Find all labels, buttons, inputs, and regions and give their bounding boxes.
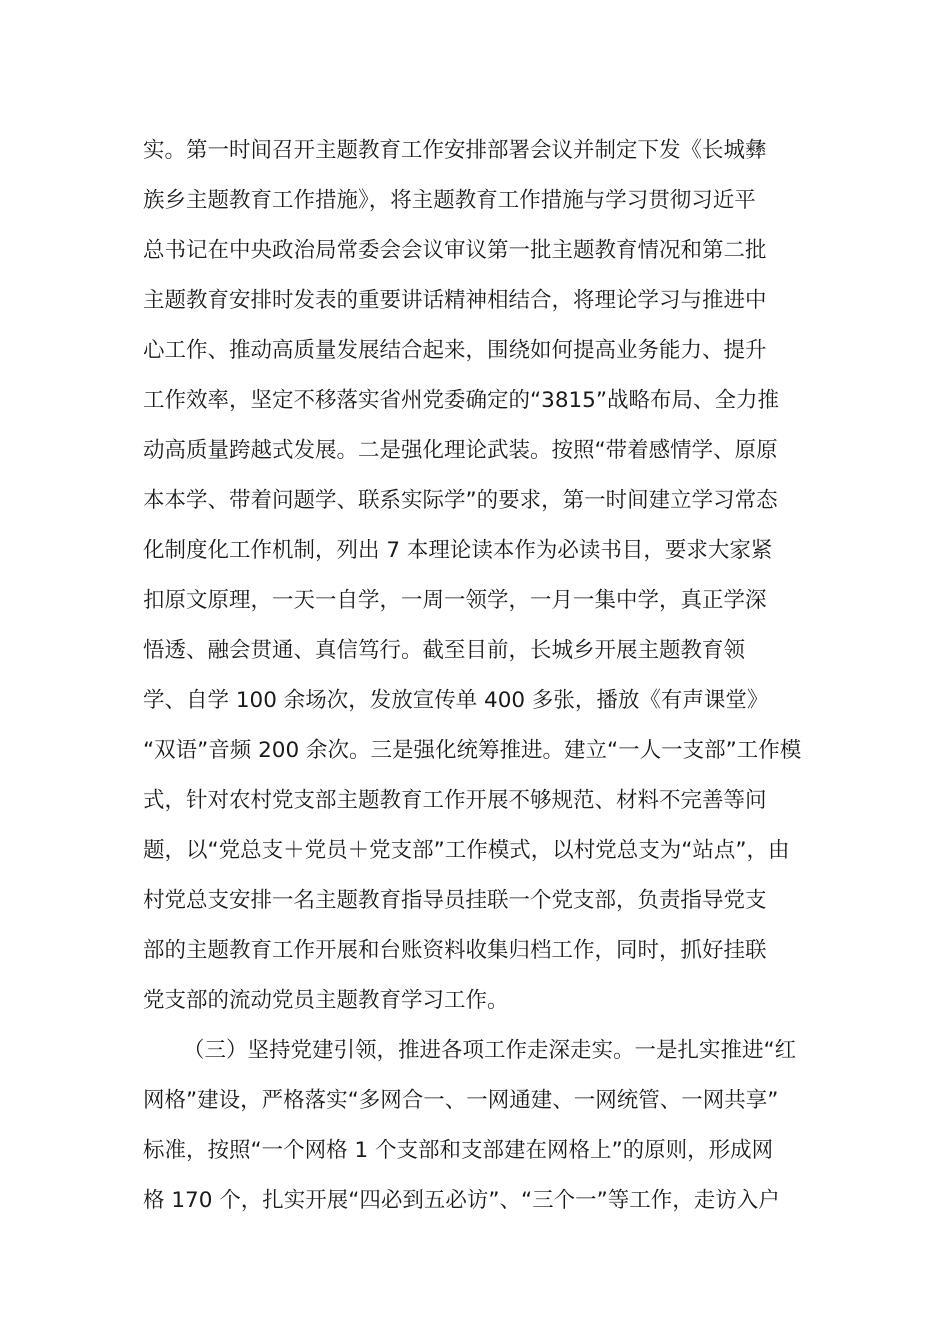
text-line: 心工作、推动高质量发展结合起来，围绕如何提高业务能力、提升 xyxy=(143,338,767,363)
body-text xyxy=(143,126,813,1226)
text-line: 部的主题教育工作开展和台账资料收集归档工作，同时，抓好挂联 xyxy=(143,938,767,963)
text-line: 族乡主题教育工作措施》，将主题教育工作措施与学习贯彻习近平 xyxy=(143,188,756,213)
text-line: 学、自学 100 余场次，发放宣传单 400 多张，播放《有声课堂》 xyxy=(143,688,769,713)
text-line: 党支部的流动党员主题教育学习工作。 xyxy=(143,988,509,1013)
text-line: 格 170 个，扎实开展“四必到五必访”、“三个一”等工作，走访入户 xyxy=(143,1188,780,1213)
text-line: 动高质量跨越式发展。二是强化理论武装。按照“带着感情学、原原 xyxy=(143,438,778,463)
text-line: 网格”建设，严格落实“多网合一、一网通建、一网统管、一网共享” xyxy=(143,1088,779,1113)
text-line: 悟透、融会贯通、真信笃行。截至目前，长城乡开展主题教育领 xyxy=(143,638,746,663)
text-line: 扣原文原理，一天一自学，一周一领学，一月一集中学，真正学深 xyxy=(143,588,767,613)
text-line: 总书记在中央政治局常委会会议审议第一批主题教育情况和第二批 xyxy=(143,238,767,263)
text-line: 村党总支安排一名主题教育指导员挂联一个党支部，负责指导党支 xyxy=(143,888,767,913)
text-line: 主题教育安排时发表的重要讲话精神相结合，将理论学习与推进中 xyxy=(143,288,767,313)
text-line: 化制度化工作机制，列出 7 本理论读本作为必读书目，要求大家紧 xyxy=(143,538,773,563)
text-line: 实。第一时间召开主题教育工作安排部署会议并制定下发《长城彝 xyxy=(143,138,767,163)
text-line: 题，以“党总支＋党员＋党支部”工作模式，以村党总支为“站点”，由 xyxy=(143,838,790,863)
section-heading-line: （三）坚持党建引领，推进各项工作走深走实。一是扎实推进“红 xyxy=(183,1038,797,1063)
text-line: 标准，按照“一个网格 1 个支部和支部建在网格上”的原则，形成网 xyxy=(143,1138,774,1163)
text-line: 工作效率，坚定不移落实省州党委确定的“3815”战略布局、全力推 xyxy=(143,388,779,413)
text-line: 本本学、带着问题学、联系实际学”的要求，第一时间建立学习常态 xyxy=(143,488,778,513)
text-line: 式，针对农村党支部主题教育工作开展不够规范、材料不完善等问 xyxy=(143,788,767,813)
text-line: “双语”音频 200 余次。三是强化统筹推进。建立“一人一支部”工作模 xyxy=(143,738,802,763)
